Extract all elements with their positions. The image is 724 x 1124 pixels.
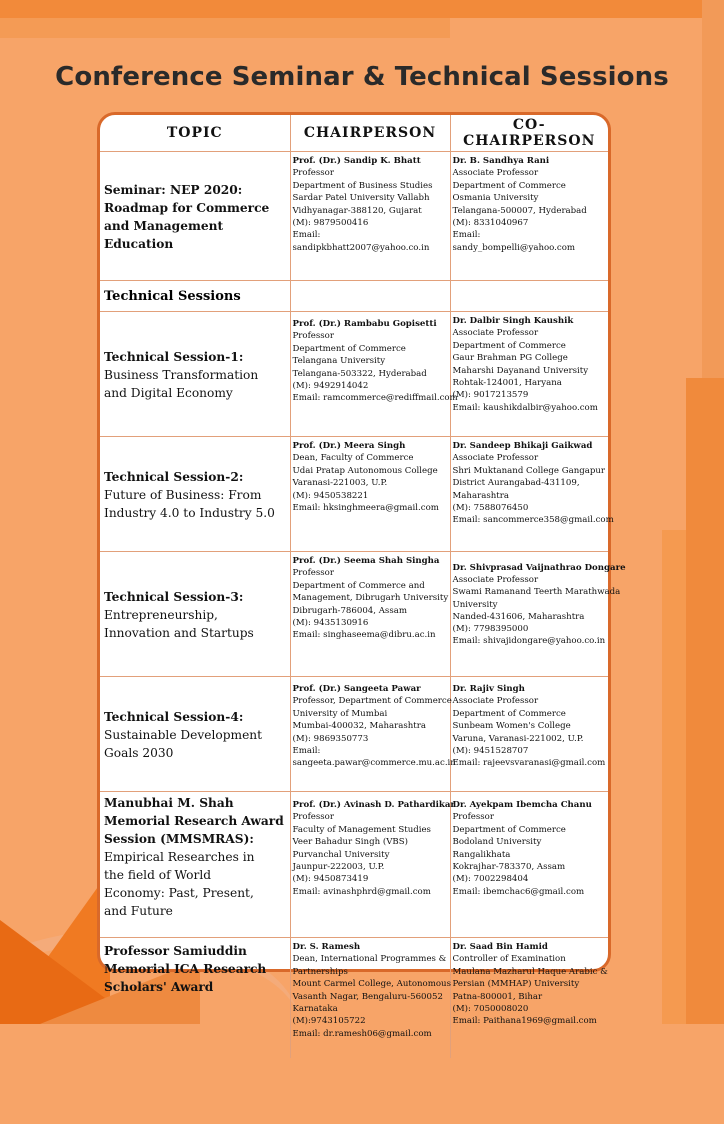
topic-title: Memorial Research Award	[104, 814, 284, 828]
topic-cell	[100, 312, 290, 437]
topic-subtitle: Goals 2030	[104, 746, 174, 760]
chairperson-cell	[290, 677, 456, 792]
person-detail: Management, Dibrugarh University	[292, 593, 449, 604]
person-detail: (M): 7798395000	[452, 624, 529, 635]
topic-title: Education	[104, 237, 174, 251]
person-detail: Department of Commerce	[452, 340, 566, 351]
topic-title: Professor Samiuddin	[104, 944, 247, 958]
person-detail: Associate Professor	[452, 168, 539, 179]
cochairperson-cell	[450, 677, 608, 792]
topic-title: Seminar: NEP 2020:	[104, 183, 243, 197]
person-detail: Associate Professor	[452, 453, 539, 464]
page-title: Conference Seminar & Technical Sessions	[55, 62, 669, 92]
person-detail: Faculty of Management Studies	[292, 824, 431, 835]
person-detail: Associate Professor	[452, 575, 539, 586]
topic-subtitle: Industry 4.0 to Industry 5.0	[104, 506, 275, 520]
person-name: Dr. Ayekpam Ibemcha Chanu	[452, 800, 592, 810]
person-detail: Telangana-503322, Hyderabad	[292, 368, 427, 379]
empty-cell	[290, 281, 450, 312]
decor-right-block	[686, 378, 724, 1024]
person-detail: (M): 9869350773	[292, 733, 369, 744]
person-email: Email: kaushikdalbir@yahoo.com	[452, 402, 598, 413]
person-name: Dr. Dalbir Singh Kaushik	[452, 316, 574, 326]
table-row	[100, 281, 608, 312]
topic-subtitle: Future of Business: From	[104, 488, 262, 502]
header-chairperson: CHAIRPERSON	[290, 115, 450, 152]
topic-title: Technical Session-2:	[104, 470, 244, 484]
cochairperson-cell	[450, 792, 608, 938]
person-email: Email: shivajidongare@yahoo.co.in	[452, 636, 606, 647]
person-detail: (M): 9017213579	[452, 390, 529, 401]
person-detail: Telangana-500007, Hyderabad	[452, 205, 587, 216]
person-name: Prof. (Dr.) Avinash D. Pathardikar	[292, 800, 455, 810]
topic-title: Technical Session-1:	[104, 350, 244, 364]
cochairperson-cell	[450, 437, 614, 552]
person-detail: Telangana University	[292, 356, 386, 367]
topic-subtitle: Empirical Researches in	[104, 850, 255, 864]
person-detail: Shri Muktanand College Gangapur	[452, 465, 605, 476]
topic-title: Scholars' Award	[104, 980, 214, 994]
person-name: Prof. (Dr.) Sandip K. Bhatt	[292, 156, 421, 166]
person-detail: Email:	[452, 230, 481, 241]
topic-subtitle: Innovation and Startups	[104, 626, 254, 640]
person-detail: Professor	[292, 168, 334, 179]
person-detail: (M): 9492914042	[292, 381, 369, 392]
table-header-row	[100, 115, 608, 152]
person-detail: Professor	[452, 812, 494, 823]
person-detail: Dean, Faculty of Commerce	[292, 453, 414, 464]
person-name: Prof. (Dr.) Meera Singh	[292, 441, 406, 451]
person-detail: Rangalikhata	[452, 849, 511, 860]
person-detail: (M): 7588076450	[452, 503, 529, 514]
person-detail: (M): 9435130916	[292, 618, 369, 629]
topic-title: Memorial ICA Research	[104, 962, 267, 976]
person-name: Dr. S. Ramesh	[292, 942, 361, 952]
topic-subtitle: the field of World	[104, 868, 212, 882]
person-email: Email: rajeevsvaranasi@gmail.com	[452, 758, 606, 769]
person-email: sandipkbhatt2007@yahoo.co.in	[292, 242, 430, 253]
person-email: Email: sancommerce358@gmail.com	[452, 515, 614, 526]
topic-subtitle: Sustainable Development	[104, 728, 263, 742]
person-email: Email: avinashphrd@gmail.com	[292, 886, 431, 897]
topic-cell	[100, 677, 290, 792]
table-row	[100, 938, 608, 1059]
person-name: Dr. B. Sandhya Rani	[452, 156, 550, 166]
person-detail: Professor	[292, 568, 334, 579]
person-detail: Vasanth Nagar, Bengaluru-560052	[292, 991, 443, 1002]
person-name: Prof. (Dr.) Sangeeta Pawar	[292, 684, 421, 694]
person-detail: Associate Professor	[452, 328, 539, 339]
topic-subtitle: and Future	[104, 904, 173, 918]
person-detail: District Aurangabad-431109,	[452, 478, 580, 489]
person-detail: Vidhyanagar-388120, Gujarat	[292, 205, 422, 216]
table-row	[100, 677, 608, 792]
person-detail: Maulana Mazharul Haque Arabic &	[452, 966, 608, 977]
chairperson-cell	[290, 437, 450, 552]
person-email: Email: singhaseema@dibru.ac.in	[292, 630, 436, 641]
topic-subtitle: Economy: Past, Present,	[104, 886, 254, 900]
person-detail: Swami Ramanand Teerth Marathwada	[452, 587, 621, 598]
person-detail: Department of Commerce	[452, 180, 566, 191]
person-detail: Partnerships	[292, 966, 348, 977]
person-detail: Nanded-431606, Maharashtra	[452, 611, 585, 622]
topic-subtitle: Entrepreneurship,	[104, 608, 218, 622]
table-row	[100, 437, 608, 552]
chairperson-cell	[290, 152, 450, 281]
sessions-table	[100, 115, 626, 1058]
person-detail: Kokrajhar-783370, Assam	[452, 862, 566, 873]
person-name: Prof. (Dr.) Rambabu Gopisetti	[292, 319, 437, 329]
person-email: Email: dr.ramesh06@gmail.com	[292, 1028, 432, 1039]
person-detail: Professor	[292, 812, 334, 823]
person-email: Email: ramcommerce@rediffmail.com	[292, 393, 458, 404]
person-detail: Department of Business Studies	[292, 180, 433, 191]
cochairperson-cell	[450, 312, 608, 437]
person-detail: Maharashtra	[452, 490, 509, 501]
person-detail: (M): 9879500416	[292, 218, 369, 229]
person-detail: (M): 9450538221	[292, 490, 369, 501]
person-detail: Maharshi Dayanand University	[452, 365, 589, 376]
chairperson-cell	[290, 792, 455, 938]
empty-cell	[450, 281, 608, 312]
person-detail: Associate Professor	[452, 696, 539, 707]
person-detail: Udai Pratap Autonomous College	[292, 465, 438, 476]
person-detail: Mumbai-400032, Maharashtra	[292, 721, 426, 732]
person-detail: (M): 8331040967	[452, 218, 529, 229]
chairperson-cell	[290, 938, 450, 1059]
person-detail: Sunbeam Women's College	[452, 721, 571, 732]
topic-title: and Management	[104, 219, 224, 233]
person-email: sandy_bompelli@yahoo.com	[452, 242, 576, 253]
topic-cell	[100, 792, 290, 938]
person-detail: (M): 7050008020	[452, 1004, 529, 1015]
topic-cell	[100, 152, 290, 281]
person-email: Email: ibemchac6@gmail.com	[452, 886, 585, 897]
person-detail: Email:	[292, 230, 321, 241]
person-detail: Professor, Department of Commerce	[292, 696, 452, 707]
person-detail: Bodoland University	[452, 837, 542, 848]
topic-title: Session (MMSMRAS):	[104, 832, 254, 846]
person-email: Email: Paithana1969@gmail.com	[452, 1016, 597, 1027]
topic-title: Roadmap for Commerce	[104, 201, 270, 215]
person-detail: (M):9743105722	[292, 1016, 366, 1027]
header-topic: TOPIC	[100, 115, 290, 152]
person-detail: Department of Commerce	[452, 824, 566, 835]
decor-band-top-inner	[0, 18, 450, 38]
person-detail: Karnataka	[292, 1004, 338, 1015]
person-name: Dr. Sandeep Bhikaji Gaikwad	[452, 441, 593, 451]
topic-subtitle: and Digital Economy	[104, 386, 233, 400]
person-name: Prof. (Dr.) Seema Shah Singha	[292, 556, 440, 566]
cochairperson-cell	[450, 152, 608, 281]
person-email: Email: hksinghmeera@gmail.com	[292, 503, 439, 514]
cochairperson-cell	[450, 552, 626, 677]
person-detail: Jaunpur-222003, U.P.	[292, 862, 385, 873]
person-detail: Dibrugarh-786004, Assam	[292, 605, 408, 616]
topic-cell	[100, 938, 290, 1059]
person-detail: (M): 9450873419	[292, 874, 369, 885]
cochairperson-cell	[450, 938, 608, 1059]
person-name: Dr. Saad Bin Hamid	[452, 942, 548, 952]
person-detail: Gaur Brahman PG College	[452, 353, 568, 364]
person-detail: Rohtak-124001, Haryana	[452, 378, 562, 389]
person-name: Dr. Shivprasad Vaijnathrao Dongare	[452, 563, 626, 573]
person-detail: (M): 9451528707	[452, 746, 529, 757]
person-detail: Email:	[292, 746, 321, 757]
topic-cell	[100, 437, 290, 552]
chairperson-cell	[290, 552, 450, 677]
person-detail: Purvanchal University	[292, 849, 390, 860]
technical-sessions-label: Technical Sessions	[100, 281, 290, 312]
person-detail: Department of Commerce and	[292, 580, 425, 591]
person-detail: Department of Commerce	[292, 343, 406, 354]
person-detail: Dean, International Programmes &	[292, 954, 447, 965]
person-name: Dr. Rajiv Singh	[452, 684, 525, 694]
person-detail: University	[452, 599, 498, 610]
person-detail: Varanasi-221003, U.P.	[292, 478, 388, 489]
person-detail: Professor	[292, 331, 334, 342]
table-row	[100, 312, 608, 437]
decor-band-top	[0, 0, 724, 18]
person-detail: Persian (MMHAP) University	[452, 979, 580, 990]
person-detail: (M): 7002298404	[452, 874, 529, 885]
topic-cell	[100, 552, 290, 677]
person-detail: Patna-800001, Bihar	[452, 991, 543, 1002]
person-detail: Varuna, Varanasi-221002, U.P.	[452, 733, 584, 744]
topic-subtitle: Business Transformation	[104, 368, 259, 382]
sessions-table-card	[97, 112, 626, 1039]
person-email: sangeeta.pawar@commerce.mu.ac.in	[292, 758, 456, 769]
person-detail: Veer Bahadur Singh (VBS)	[292, 837, 408, 848]
header-cochairperson: CO-CHAIRPERSON	[450, 115, 608, 152]
person-detail: Sardar Patel University Vallabh	[292, 193, 430, 204]
table-row	[100, 792, 608, 938]
person-detail: Osmania University	[452, 193, 539, 204]
topic-title: Technical Session-4:	[104, 710, 244, 724]
topic-title: Technical Session-3:	[104, 590, 244, 604]
chairperson-cell	[290, 312, 458, 437]
table-row	[100, 552, 608, 677]
table-row	[100, 152, 608, 281]
person-detail: University of Mumbai	[292, 708, 388, 719]
person-detail: Controller of Examination	[452, 954, 566, 965]
person-detail: Mount Carmel College, Autonomous	[292, 979, 451, 990]
person-detail: Department of Commerce	[452, 708, 566, 719]
topic-title: Manubhai M. Shah	[104, 796, 234, 810]
